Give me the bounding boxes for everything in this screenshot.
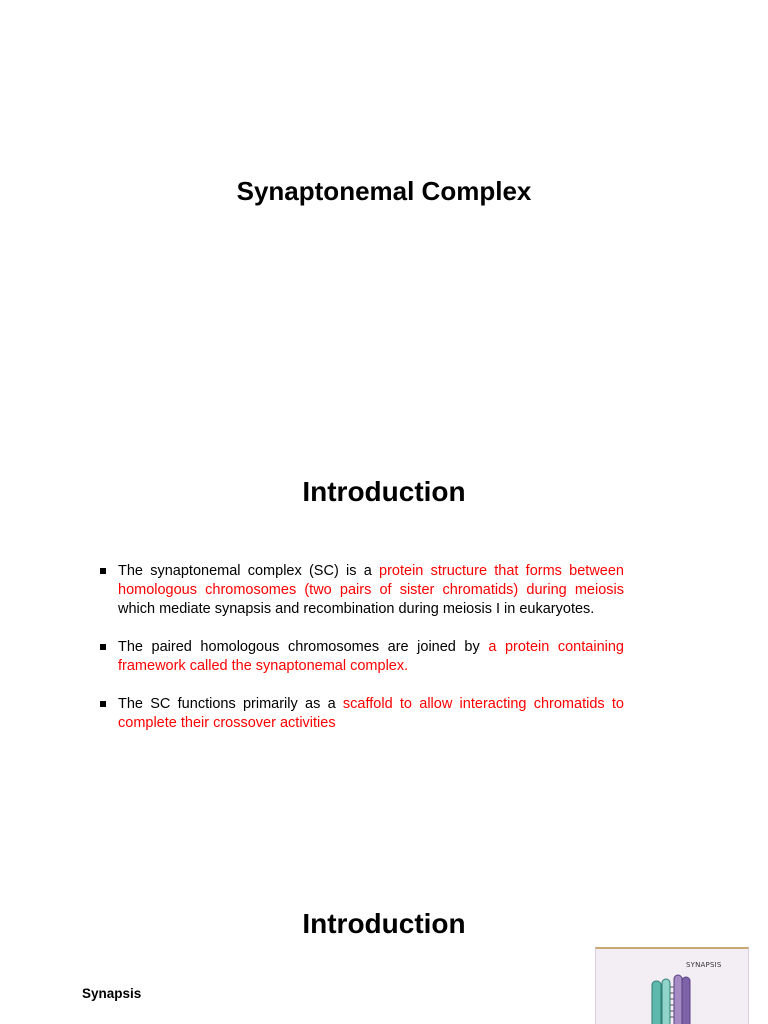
slide-3-title: Introduction: [302, 908, 466, 939]
bullet-text-highlight: scaffold to allow interacting chromatids to complete their crossover activities: [118, 696, 624, 731]
bullet-text-plain: which mediate synapsis and recombination during meiosis I in eukaryotes.: [118, 601, 595, 617]
square-bullet-icon: [100, 568, 106, 574]
synapsis-figure: [595, 947, 749, 1024]
square-bullet-icon: [100, 644, 106, 650]
bullet-text-highlight: protein structure that forms between homologous chromosomes (two pairs of sister chromatids) during meiosis: [118, 563, 624, 598]
bullet-text-plain: The synaptonemal complex (SC) is a: [118, 563, 380, 579]
bullet-item: [100, 695, 624, 733]
synapsis-label: Synapsis: [82, 986, 142, 1001]
bullet-text-plain: The paired homologous chromosomes are joined by: [118, 639, 489, 655]
chromatid-illustration-icon: [596, 949, 749, 1024]
slide-1-title: Synaptonemal Complex: [236, 176, 532, 206]
bullet-text-plain: The SC functions primarily as a: [118, 696, 343, 712]
bullet-list: [100, 562, 624, 752]
square-bullet-icon: [100, 701, 106, 707]
figure-caption: SYNAPSIS: [686, 961, 722, 969]
slide-2-title: Introduction: [302, 476, 466, 507]
bullet-item: [100, 638, 624, 676]
bullet-item: [100, 562, 624, 619]
bullet-text-highlight: a protein containing framework called the synaptonemal complex.: [118, 639, 624, 674]
